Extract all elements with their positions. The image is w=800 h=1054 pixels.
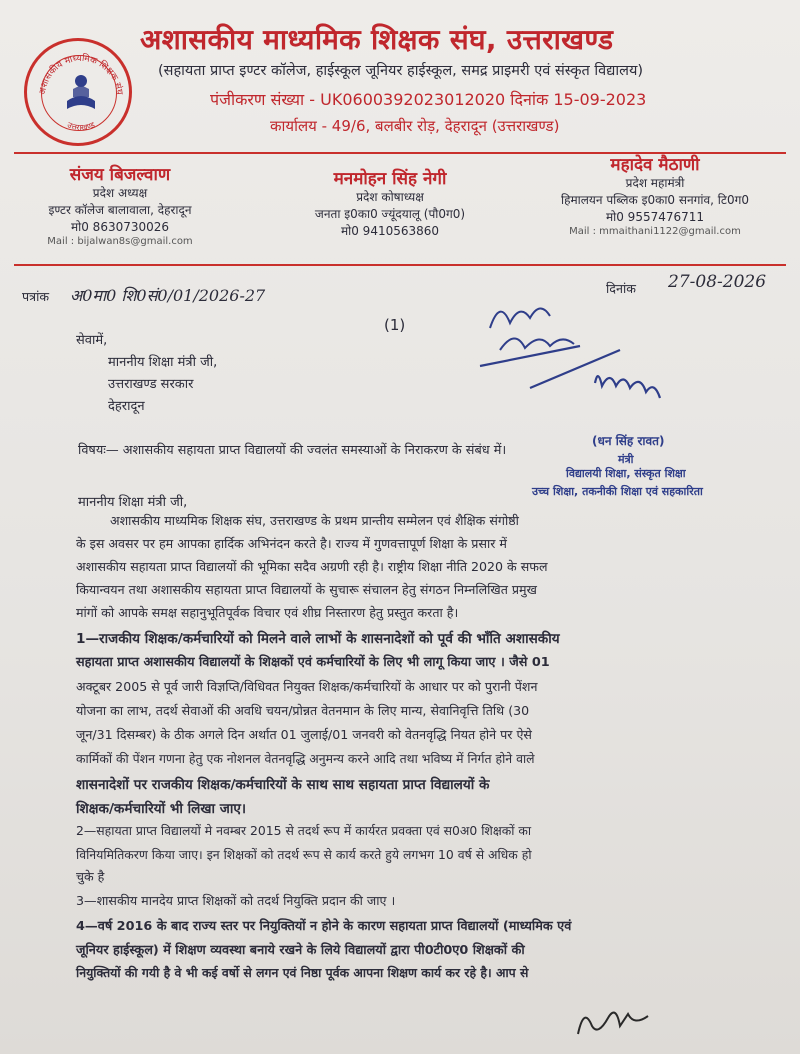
subject-line: विषयः— अशासकीय सहायता प्राप्त विद्यालयों की ज्वलंत समस्याओं के निराकरण के संबंध में। bbox=[78, 443, 507, 458]
officer-post: प्रदेश कोषाध्यक्ष bbox=[356, 190, 424, 204]
seal-emblem-icon bbox=[27, 41, 135, 149]
annotation-line: (धन सिंह रावत) bbox=[592, 434, 665, 448]
officers-divider bbox=[14, 264, 786, 266]
officer-mail: Mail : bijalwan8s@gmail.com bbox=[47, 236, 193, 247]
body-line: मांगों को आपके समक्ष सहानुभूतिपूर्वक विचार एवं शीघ्र निस्तारण हेतु प्रस्तुत करता है। bbox=[76, 605, 459, 620]
officer-phone: मो0 9410563860 bbox=[340, 224, 440, 238]
officer-organization: इण्टर कॉलेज बालावाला, देहरादून bbox=[48, 203, 192, 217]
seal-text-top: अशासकीय माध्यमिक शिक्षक संघ bbox=[37, 53, 124, 96]
officer-post: प्रदेश अध्यक्ष bbox=[92, 186, 148, 200]
addressee-line: माननीय शिक्षा मंत्री जी, bbox=[108, 355, 218, 370]
handwritten-signature-icon bbox=[470, 288, 700, 418]
officer-organization: जनता इ0का0 ज्यूंदयालू (पौ0ग0) bbox=[314, 207, 466, 221]
body-line: शासनादेशों पर राजकीय शिक्षक/कर्मचारियों के साथ साथ सहायता प्राप्त विद्यालयों के bbox=[76, 777, 490, 793]
officer-president bbox=[20, 162, 220, 247]
body-line: योजना का लाभ, तदर्थ सेवाओं की अवधि चयन/प्रोन्नत वेतनमान के लिए मान्य, सेवानिवृत्ति तिथि (30 bbox=[76, 703, 530, 718]
organization-seal bbox=[24, 38, 132, 146]
officer-name: महादेव मैठाणी bbox=[610, 155, 700, 175]
officer-post: प्रदेश महामंत्री bbox=[625, 176, 685, 190]
body-line: 4—वर्ष 2016 के बाद राज्य स्तर पर नियुक्तियों न होने के कारण सहायता प्राप्त विद्यालयों (माध्यमिक एवं bbox=[76, 919, 572, 934]
officer-phone: मो0 9557476711 bbox=[605, 210, 705, 224]
body-line: अशासकीय माध्यमिक शिक्षक संघ, उत्तराखण्ड के प्रथम प्रान्तीय सम्मेलन एवं शैक्षिक संगोष्ठी bbox=[110, 513, 519, 528]
registration-number: पंजीकरण संख्या - UK0600392023012020 दिनांक 15-09-2023 bbox=[210, 90, 647, 109]
body-line: जून/31 दिसम्बर) के ठीक अगले दिन अर्थात 01 जुलाई/01 जनवरी को वेतनवृद्धि नियत होने पर ऐसे bbox=[76, 727, 532, 742]
body-line: सहायता प्राप्त अशासकीय विद्यालयों के शिक्षकों एवं कर्मचारियों के लिए भी लागू किया जाए । जैसे 01 bbox=[76, 655, 550, 670]
officer-organization: हिमालयन पब्लिक इ0का0 सनगांव, टि0ग0 bbox=[560, 193, 749, 207]
body-line: के इस अवसर पर हम आपका हार्दिक अभिनंदन करते है। राज्य में गुणवत्तापूर्ण शिक्षा के प्रसार में bbox=[76, 536, 507, 551]
reference-number: अ0मा0 शि0सं0/01/2026-27 bbox=[70, 286, 266, 305]
date-label: दिनांक bbox=[606, 281, 636, 296]
salutation: सेवामें, bbox=[76, 333, 108, 348]
officer-general-secretary bbox=[530, 152, 780, 237]
annotation-line: विद्यालयी शिक्षा, संस्कृत शिक्षा bbox=[566, 467, 686, 480]
svg-text:उत्तराखण्ड bbox=[66, 120, 97, 132]
body-line: 2—सहायता प्राप्त विद्यालयों मे नवम्बर 2015 से तदर्थ रूप में कार्यरत प्रवक्ता एवं स0अ0 शिक्षकों का bbox=[76, 823, 532, 838]
body-line: शिक्षक/कर्मचारियों भी लिखा जाए। bbox=[76, 801, 247, 817]
office-address: कार्यालय - 49/6, बलबीर रोड़, देहरादून (उत्तराखण्ड) bbox=[270, 117, 560, 135]
addressee-line: देहरादून bbox=[108, 399, 145, 414]
body-line: नियुक्तियों की गयी है वे भी कई वर्षो से लगन एवं निष्ठा पूर्वक आपना शिक्षण कार्य कर रहे है। आप से bbox=[76, 965, 529, 980]
page-mark: (1) bbox=[384, 316, 406, 334]
body-line: अशासकीय सहायता प्राप्त विद्यालयों की भूमिका सदैव अग्रणी रही है। राष्ट्रीय शिक्षा नीति 2020 के सफल bbox=[76, 559, 548, 574]
body-line: जूनियर हाईस्कूल) में शिक्षण व्यवस्था बनाये रखने के लिये विद्यालयों द्वारा पी0टी0ए0 शिक्षकों की bbox=[76, 943, 525, 958]
body-line: 1—राजकीय शिक्षक/कर्मचारियों को मिलने वाले लाभों के शासनादेशों को पूर्व की भाँति अशासकीय bbox=[76, 631, 560, 647]
annotation-line: उच्च शिक्षा, तकनीकी शिक्षा एवं सहकारिता bbox=[532, 485, 703, 498]
reference-label: पत्रांक bbox=[22, 289, 50, 304]
body-line: कार्मिकों की पेंशन गणना हेतु एक नोशनल वेतनवृद्धि अनुमन्य करने आदि तथा भविष्य में निर्गत होने वाले bbox=[76, 751, 535, 766]
officer-name: संजय बिजल्वाण bbox=[69, 165, 171, 185]
organization-subtitle: (सहायता प्राप्त इण्टर कॉलेज, हाईस्कूल जूनियर हाईस्कूल, समद्र प्राइमरी एवं संस्कृत विद्यालय) bbox=[158, 63, 644, 79]
body-line: विनियमितिकरण किया जाए। इन शिक्षकों को तदर्थ रूप से कार्य करते हुये लगभग 10 वर्ष से अधिक हो bbox=[76, 847, 532, 862]
officer-mail: Mail : mmaithani1122@gmail.com bbox=[569, 226, 741, 237]
body-line: चुके है bbox=[76, 869, 105, 884]
body-line: अक्टूबर 2005 से पूर्व जारी विज्ञप्ति/विधिवत नियुक्त शिक्षक/कर्मचारियों के आधार पर को पुरानी पेंशन bbox=[76, 679, 538, 694]
body-line: कियान्वयन तथा अशासकीय सहायता प्राप्त विद्यालयों के सुचारू संचालन हेतु संगठन निम्नलिखित प्रमुख bbox=[76, 582, 537, 597]
officer-name: मनमोहन सिंह नेगी bbox=[333, 169, 447, 189]
initials-signature-icon bbox=[568, 996, 658, 1046]
officer-treasurer bbox=[290, 166, 490, 240]
body-line: 3—शासकीय मानदेय प्राप्त शिक्षकों को तदर्थ नियुक्ति प्रदान की जाए । bbox=[76, 893, 396, 908]
annotation-line: मंत्री bbox=[618, 453, 634, 466]
organization-title: अशासकीय माध्यमिक शिक्षक संघ, उत्तराखण्ड bbox=[140, 23, 614, 56]
addressee-line: उत्तराखण्ड सरकार bbox=[108, 377, 194, 392]
seal-text-bottom: उत्तराखण्ड bbox=[65, 120, 97, 133]
officer-phone: मो0 8630730026 bbox=[70, 220, 170, 234]
greeting: माननीय शिक्षा मंत्री जी, bbox=[78, 495, 188, 510]
date-value: 27-08-2026 bbox=[668, 272, 767, 292]
